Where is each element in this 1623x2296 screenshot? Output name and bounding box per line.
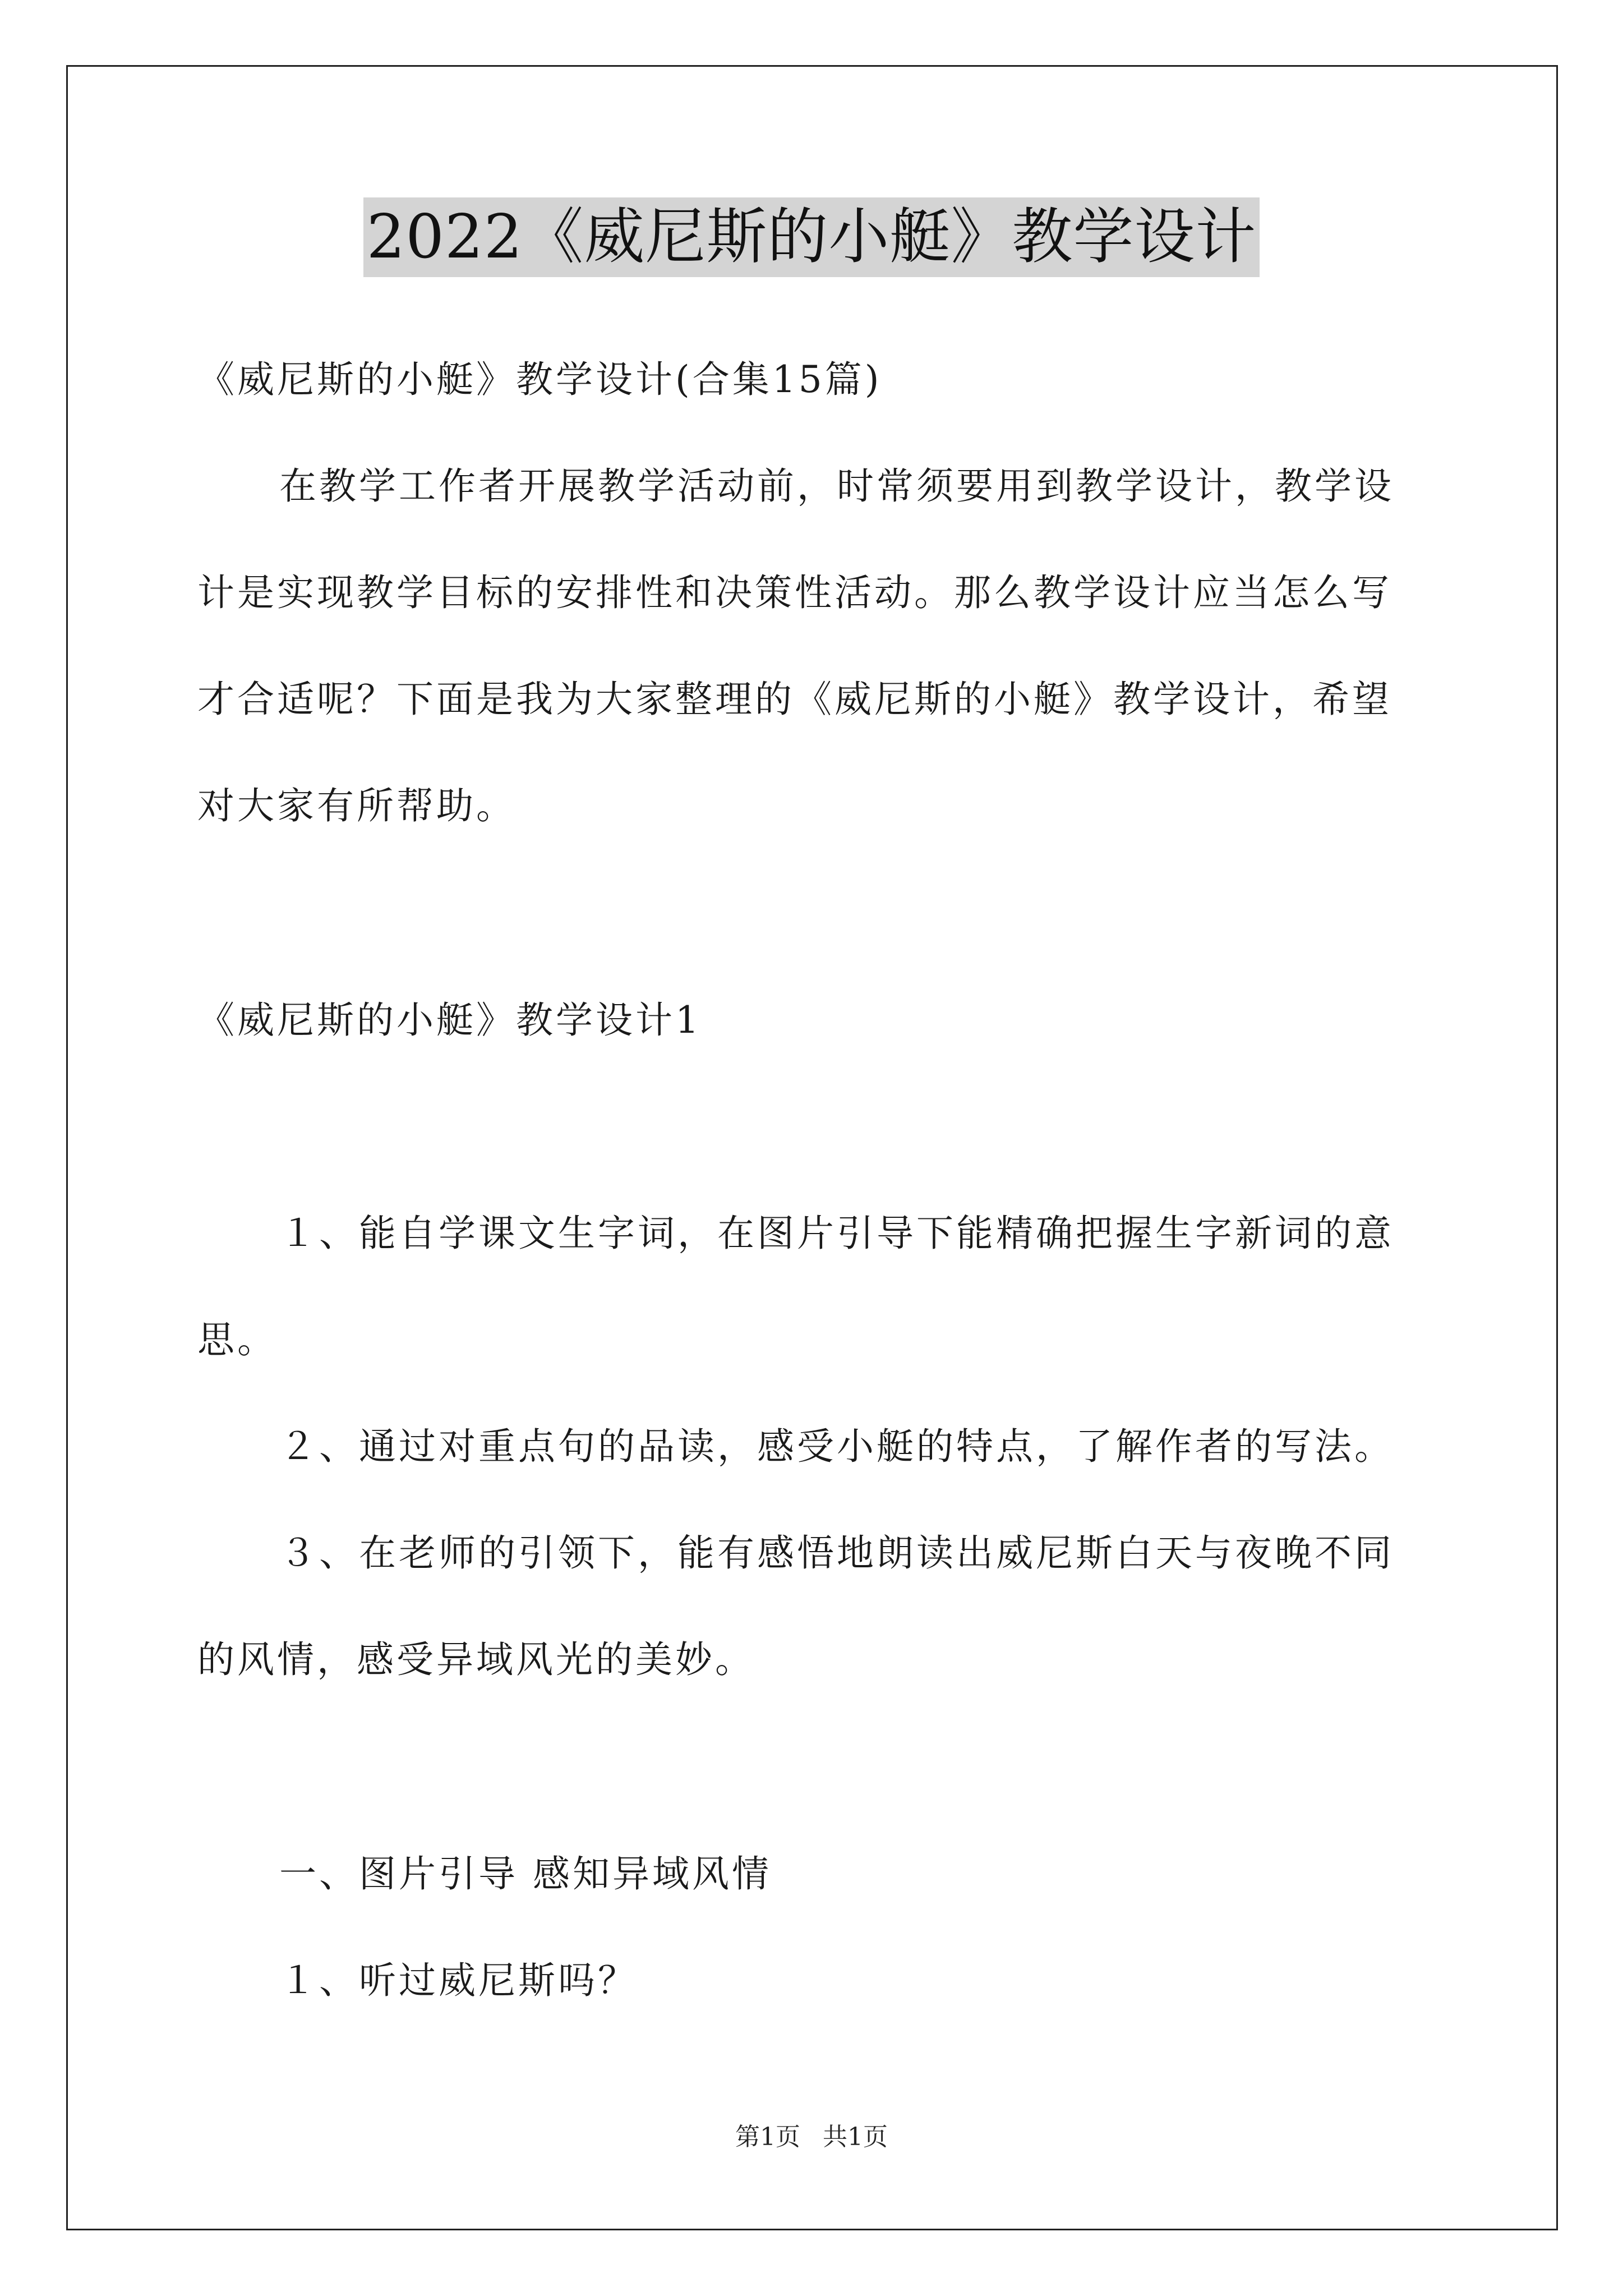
intro-line-3: 才合适呢？下面是我为大家整理的《威尼斯的小艇》教学设计，希望 xyxy=(197,678,1392,721)
goal-line-4: ３、在老师的引领下，能有感悟地朗读出威尼斯白天与夜晚不同 xyxy=(279,1531,1394,1575)
intro-line-1: 在教学工作者开展教学活动前，时常须要用到教学设计，教学设 xyxy=(279,464,1394,508)
title-container xyxy=(0,197,1623,277)
page-total: 共1页 xyxy=(823,2123,888,2151)
goal-line-2: 思。 xyxy=(197,1318,277,1361)
section-heading: 《威尼斯的小艇》教学设计1 xyxy=(197,999,702,1042)
page-footer xyxy=(0,2120,1623,2154)
page-current: 第1页 xyxy=(735,2123,800,2151)
question-line: １、听过威尼斯吗？ xyxy=(279,1959,638,2002)
document-subtitle: 《威尼斯的小艇》教学设计(合集15篇) xyxy=(197,358,882,401)
intro-line-2: 计是实现教学目标的安排性和决策性活动。那么教学设计应当怎么写 xyxy=(197,571,1392,614)
intro-line-4: 对大家有所帮助。 xyxy=(197,784,516,827)
document-title: 2022《威尼斯的小艇》教学设计 xyxy=(363,197,1260,277)
goal-line-5: 的风情，感受异域风光的美妙。 xyxy=(197,1638,755,1681)
part-heading: 一、图片引导 感知异域风情 xyxy=(279,1852,772,1895)
goal-line-1: １、能自学课文生字词，在图片引导下能精确把握生字新词的意 xyxy=(279,1212,1394,1255)
goal-line-3: ２、通过对重点句的品读，感受小艇的特点，了解作者的写法。 xyxy=(279,1425,1394,1468)
